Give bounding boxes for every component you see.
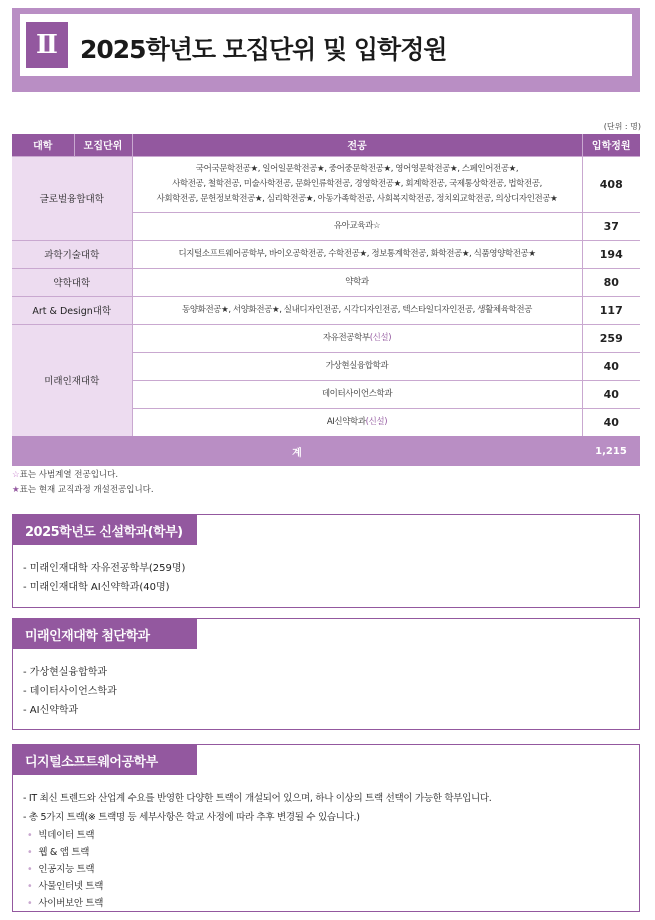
bullet-icon: • bbox=[27, 830, 33, 841]
bullet-icon: • bbox=[27, 847, 33, 858]
box-body bbox=[23, 789, 491, 912]
unit-label: (단위 : 명) bbox=[603, 122, 641, 131]
header-college: 대학 bbox=[12, 134, 74, 156]
list-item: - 가상현실융합학과 bbox=[23, 667, 108, 678]
list-item: - 데이터사이언스학과 bbox=[23, 686, 117, 697]
majors-line: 사학전공, 철학전공, 미술사학전공, 문화인류학전공, 경영학전공★, 회계학전공, 국제통상학전공, 법학전공, bbox=[172, 178, 542, 189]
major-future-3 bbox=[132, 408, 582, 436]
box-body bbox=[23, 663, 117, 720]
majors-pharmacy: 약학과 bbox=[132, 268, 582, 296]
table-row bbox=[12, 296, 640, 324]
majors-line: 사회학전공, 문헌정보학전공★, 심리학전공★, 아동가족학전공, 사회복지학전공, 정치외교학전공, 의상디자인전공★ bbox=[156, 193, 558, 204]
majors-science: 디지털소프트웨어공학부, 바이오공학전공, 수학전공★, 정보통계학전공, 화학전공★, 식품영양학전공★ bbox=[132, 240, 582, 268]
box-title: 디지털소프트웨어공학부 bbox=[13, 745, 197, 775]
major-future-1 bbox=[132, 352, 582, 380]
list-item: - AI신약학과 bbox=[23, 705, 79, 716]
box-title: 2025학년도 신설학과(학부) bbox=[13, 515, 197, 545]
header-quota: 입학정원 bbox=[582, 134, 640, 156]
quota-future-0: 259 bbox=[582, 324, 640, 352]
table-row bbox=[12, 324, 640, 352]
quota-edu: 37 bbox=[582, 212, 640, 240]
quota-pharmacy: 80 bbox=[582, 268, 640, 296]
hollow-star-icon: ☆ bbox=[12, 470, 20, 480]
quota-future-2: 40 bbox=[582, 380, 640, 408]
major-name: 자유전공학부 bbox=[322, 332, 370, 343]
track-item bbox=[23, 827, 491, 844]
college-global: 글로벌융합대학 bbox=[12, 156, 132, 240]
new-departments-box bbox=[12, 514, 640, 608]
quota-art: 117 bbox=[582, 296, 640, 324]
footnote-2 bbox=[12, 483, 154, 498]
list-item: - 미래인재대학 AI신약학과(40명) bbox=[23, 582, 170, 593]
header-unit: 모집단위 bbox=[74, 134, 132, 156]
bullet-icon: • bbox=[27, 881, 33, 892]
table-header-row bbox=[12, 134, 640, 156]
quota-future-1: 40 bbox=[582, 352, 640, 380]
total-quota: 1,215 bbox=[582, 436, 640, 466]
track-label: 웹 & 앱 트랙 bbox=[38, 847, 90, 858]
college-art: Art & Design대학 bbox=[12, 296, 132, 324]
quota-table bbox=[12, 134, 640, 466]
box-body bbox=[23, 559, 185, 597]
table-row bbox=[12, 156, 640, 212]
majors-art: 동양화전공★, 서양화전공★, 실내디자인전공, 시각디자인전공, 텍스타일디자인전공, 생활체육학전공 bbox=[132, 296, 582, 324]
header-major: 전공 bbox=[132, 134, 582, 156]
major-name: 가상현실융합학과 bbox=[325, 360, 389, 371]
box-title: 미래인재대학 첨단학과 bbox=[13, 619, 197, 649]
college-pharmacy: 약학대학 bbox=[12, 268, 132, 296]
track-item bbox=[23, 861, 491, 878]
track-item bbox=[23, 844, 491, 861]
footnotes bbox=[12, 468, 154, 498]
track-label: 인공지능 트랙 bbox=[38, 864, 95, 875]
major-edu: 유아교육과☆ bbox=[132, 212, 582, 240]
major-name: 데이터사이언스학과 bbox=[321, 388, 393, 399]
track-label: 사물인터넷 트랙 bbox=[38, 881, 104, 892]
bullet-icon: • bbox=[27, 864, 33, 875]
table-row bbox=[12, 240, 640, 268]
majors-global bbox=[132, 156, 582, 212]
major-future-2 bbox=[132, 380, 582, 408]
college-future: 미래인재대학 bbox=[12, 324, 132, 436]
track-item bbox=[23, 895, 491, 912]
major-future-0 bbox=[132, 324, 582, 352]
total-row bbox=[12, 436, 640, 466]
quota-science: 194 bbox=[582, 240, 640, 268]
section-number: Ⅱ bbox=[26, 22, 68, 68]
bullet-icon: • bbox=[27, 898, 33, 909]
total-label: 계 bbox=[12, 436, 582, 466]
new-tag: (신설) bbox=[369, 332, 392, 343]
quota-future-3: 40 bbox=[582, 408, 640, 436]
major-name: AI신약학과 bbox=[326, 416, 366, 427]
advanced-departments-box bbox=[12, 618, 640, 730]
footnote-text: 표는 현재 교직과정 개설전공입니다. bbox=[19, 485, 154, 495]
track-label: 사이버보안 트랙 bbox=[38, 898, 104, 909]
quota-global: 408 bbox=[582, 156, 640, 212]
college-science: 과학기술대학 bbox=[12, 240, 132, 268]
footnote-1 bbox=[12, 468, 154, 483]
list-item: - 미래인재대학 자유전공학부(259명) bbox=[23, 563, 186, 574]
digital-software-box bbox=[12, 744, 640, 912]
track-item bbox=[23, 878, 491, 895]
page-title: 2025학년도 모집단위 및 입학정원 bbox=[80, 35, 447, 64]
description-line: - IT 최신 트렌드와 산업계 수요를 반영한 다양한 트랙이 개설되어 있으며, 하나 이상의 트랙 선택이 가능한 학부입니다. bbox=[23, 793, 492, 804]
star-icon: ★ bbox=[12, 485, 20, 495]
track-label: 빅데이터 트랙 bbox=[38, 830, 95, 841]
new-tag: (신설) bbox=[365, 416, 388, 427]
description-line: - 총 5가지 트랙(※ 트랙명 등 세부사항은 학교 사정에 따라 추후 변경될 수 있습니다.) bbox=[23, 812, 360, 823]
majors-line: 국어국문학전공★, 일어일문학전공★, 중어중문학전공★, 영어영문학전공★, 스페인어전공★, bbox=[195, 163, 519, 174]
footnote-text: 표는 사범계열 전공입니다. bbox=[19, 470, 119, 480]
table-row bbox=[12, 268, 640, 296]
